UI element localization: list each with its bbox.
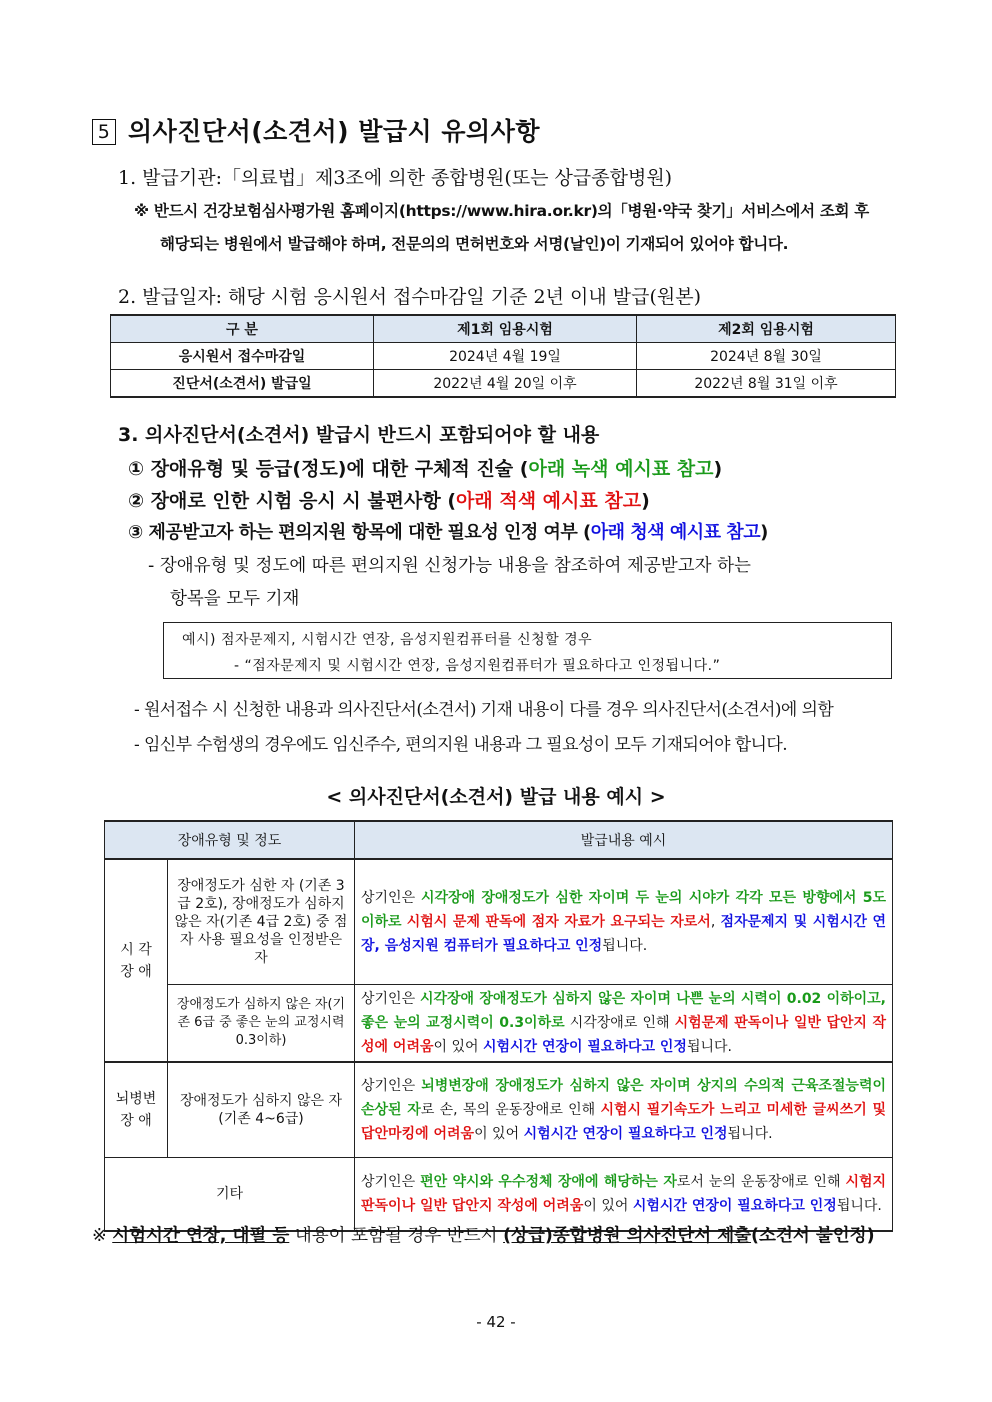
final-end: (소견서 불인정) <box>751 1226 875 1246</box>
example-text-segment: 됩니다. <box>836 1198 882 1214</box>
table-cell: 2022년 8월 31일 이후 <box>637 370 896 398</box>
example-table <box>104 820 893 1232</box>
item3-dash2: - 원서접수 시 신청한 내용과 의사진단서(소견서) 기재 내용이 다를 경우 의사진단서(소견서)에 의함 <box>134 700 834 720</box>
sub3-end: ) <box>760 522 768 543</box>
table-cell: 응시원서 접수마감일 <box>111 343 374 370</box>
item3-dash-line1: - 장애유형 및 정도에 따른 편의지원 신청가능 내용을 참조하여 제공받고자 하는 <box>148 556 751 576</box>
category-visual <box>105 859 168 1062</box>
example-table-caption: < 의사진단서(소견서) 발급 내용 예시 > <box>326 786 666 808</box>
example-text-segment: 이 있어 <box>474 1126 524 1142</box>
example-cell <box>355 1062 893 1158</box>
item3-sub3 <box>128 518 768 544</box>
section-number-box: 5 <box>92 119 116 145</box>
table-row <box>111 343 896 370</box>
section-title-text: 의사진단서(소견서) 발급시 유의사항 <box>128 117 541 146</box>
sub1-colored: 아래 녹색 예시표 참고 <box>528 458 714 480</box>
example-text-segment: 상기인은 <box>361 1078 422 1094</box>
table-row <box>105 1062 893 1158</box>
sub3-main: ③ 제공받고자 하는 편의지원 항목에 대한 필요성 인정 여부 ( <box>128 522 591 543</box>
table-header: 제1회 임용시험 <box>374 315 637 343</box>
example-text-segment: 뇌병변장애 장애정도가 심하지 않은 자이며 상지의 수의적 근육조절능력이 손상된 자 <box>361 1078 886 1118</box>
table-header: 구 분 <box>111 315 374 343</box>
table-row <box>105 1158 893 1232</box>
final-prefix: ※ <box>92 1226 113 1246</box>
degree-cell: 장애정도가 심하지 않은 자(기존 4~6급) <box>168 1062 355 1158</box>
example-text-segment: 편안 약시와 우수정체 장애에 해당하는 자 <box>420 1174 677 1190</box>
page-number: - 42 - <box>476 1313 516 1331</box>
item1-note-line2: 해당되는 병원에서 발급해야 하며, 전문의의 면허번호와 서명(날인)이 기재되어 있어야 합니다. <box>160 235 789 253</box>
table-header-row <box>105 821 893 859</box>
example-text-segment: 시험시간 연장이 필요하다고 인정 <box>632 1198 837 1214</box>
section-title <box>92 112 540 148</box>
sub2-main: ② 장애로 인한 시험 응시 시 불편사항 ( <box>128 490 457 512</box>
deadline-table <box>110 314 896 398</box>
category-other: 기타 <box>105 1158 355 1232</box>
example-text-segment: 됩니다. <box>686 1039 732 1055</box>
final-note <box>92 1222 875 1247</box>
item1-text: 1. 발급기관:「의료법」제3조에 의한 종합병원(또는 상급종합병원) <box>118 167 673 189</box>
category-line: 시 각 <box>120 941 152 958</box>
table-header-row <box>111 315 896 343</box>
example-text-segment: 상기인은 <box>361 890 421 906</box>
header-example: 발급내용 예시 <box>355 821 893 859</box>
example-text-segment: 시험시 필기속도가 느리고 미세한 글씨쓰기 및 답안마킹에 어려움 <box>361 1102 886 1142</box>
table-cell: 2024년 8월 30일 <box>637 343 896 370</box>
table-header: 제2회 임용시험 <box>637 315 896 343</box>
table-row <box>105 985 893 1063</box>
example-text-segment: 로서 눈의 운동장애로 인해 <box>676 1174 846 1190</box>
example-text-segment: 상기인은 <box>361 991 420 1007</box>
example-text-segment: 시험시간 연장이 필요하다고 인정 <box>523 1126 728 1142</box>
example-text-segment: 시험시간 연장이 필요하다고 인정 <box>482 1039 687 1055</box>
example-text-segment: 시험시 문제 판독에 점자 자료가 요구되는 자로서 <box>406 914 711 930</box>
example-box <box>163 622 892 679</box>
final-mid: 내용이 포함될 경우 반드시 <box>289 1226 504 1246</box>
category-line: 장 애 <box>120 963 152 980</box>
sub3-colored: 아래 청색 예시표 참고 <box>590 522 761 543</box>
item3-heading: 3. 의사진단서(소견서) 발급시 반드시 포함되어야 할 내용 <box>118 424 600 446</box>
table-row <box>105 859 893 985</box>
example-cell <box>355 985 893 1063</box>
example-text-segment: 점자문제지 및 시험시간 연장, 음성지원 컴퓨터가 필요하다고 인정 <box>361 914 886 954</box>
example-cell <box>355 1158 893 1232</box>
sub1-end: ) <box>713 458 723 480</box>
example-line2: - “점자문제지 및 시험시간 연장, 음성지원컴퓨터가 필요하다고 인정됩니다.” <box>234 658 721 674</box>
table-row <box>111 370 896 398</box>
example-text-segment: , <box>710 914 721 930</box>
example-text-segment: 이 있어 <box>583 1198 633 1214</box>
degree-cell: 장애정도가 심하지 않은 자(기존 6급 중 좋은 눈의 교정시력 0.3이하) <box>168 985 355 1063</box>
example-text-segment: 시각장애 장애정도가 심한 자이며 두 눈의 시야가 각각 모든 방향에서 5도 이하로 <box>361 890 886 930</box>
table-cell: 진단서(소견서) 발급일 <box>111 370 374 398</box>
example-text-segment: 시각장애로 인해 <box>564 1015 675 1031</box>
item1-note-line1: ※ 반드시 건강보험심사평가원 홈페이지(https://www.hira.or.kr)의「병원·약국 찾기」서비스에서 조회 후 <box>134 202 869 220</box>
example-text-segment: 됩니다. <box>727 1126 773 1142</box>
example-text-segment: 로 손, 목의 운동장애로 인해 <box>420 1102 601 1118</box>
sub2-end: ) <box>641 490 650 512</box>
item3-sub1 <box>128 454 722 481</box>
category-brain <box>105 1062 168 1158</box>
example-text-segment: 상기인은 <box>361 1174 421 1190</box>
category-line: 장 애 <box>120 1113 152 1129</box>
sub2-colored: 아래 적색 예시표 참고 <box>456 490 642 512</box>
example-text-segment: 시험문제 판독이나 일반 답안지 작성에 어려움 <box>361 1015 886 1055</box>
item2-text: 2. 발급일자: 해당 시험 응시원서 접수마감일 기준 2년 이내 발급(원본) <box>118 286 702 308</box>
degree-cell: 장애정도가 심한 자 (기존 3급 2호), 장애정도가 심하지 않은 자(기존 4급 2호) 중 점자 사용 필요성을 인정받은 자 <box>168 859 355 985</box>
item3-dash-line2: 항목을 모두 기재 <box>170 589 300 609</box>
item3-dash3: - 임신부 수험생의 경우에도 임신주수, 편의지원 내용과 그 필요성이 모두 기재되어야 합니다. <box>134 735 788 755</box>
table-cell: 2024년 4월 19일 <box>374 343 637 370</box>
example-text-segment: 이 있어 <box>433 1039 483 1055</box>
example-line1: 예시) 점자문제지, 시험시간 연장, 음성지원컴퓨터를 신청할 경우 <box>182 632 593 648</box>
item3-sub2 <box>128 486 650 513</box>
sub1-main: ① 장애유형 및 등급(정도)에 대한 구체적 진술 ( <box>128 458 529 480</box>
table-cell: 2022년 4월 20일 이후 <box>374 370 637 398</box>
category-line: 뇌병변 <box>115 1091 157 1107</box>
final-underline2: (상급)종합병원 의사진단서 제출 <box>503 1226 752 1246</box>
example-text-segment: 시험지 판독이나 일반 답안지 작성에 어려움 <box>361 1174 887 1214</box>
example-cell <box>355 859 893 985</box>
example-text-segment: 시각장애 장애정도가 심하지 않은 자이며 나쁜 눈의 시력이 0.02 이하이고, 좋은 눈의 교정시력이 0.3이하로 <box>361 991 886 1031</box>
final-underline1: 시험시간 연장, 대필 등 <box>112 1226 290 1246</box>
header-type: 장애유형 및 정도 <box>105 821 355 859</box>
example-text-segment: 됩니다. <box>602 938 648 954</box>
